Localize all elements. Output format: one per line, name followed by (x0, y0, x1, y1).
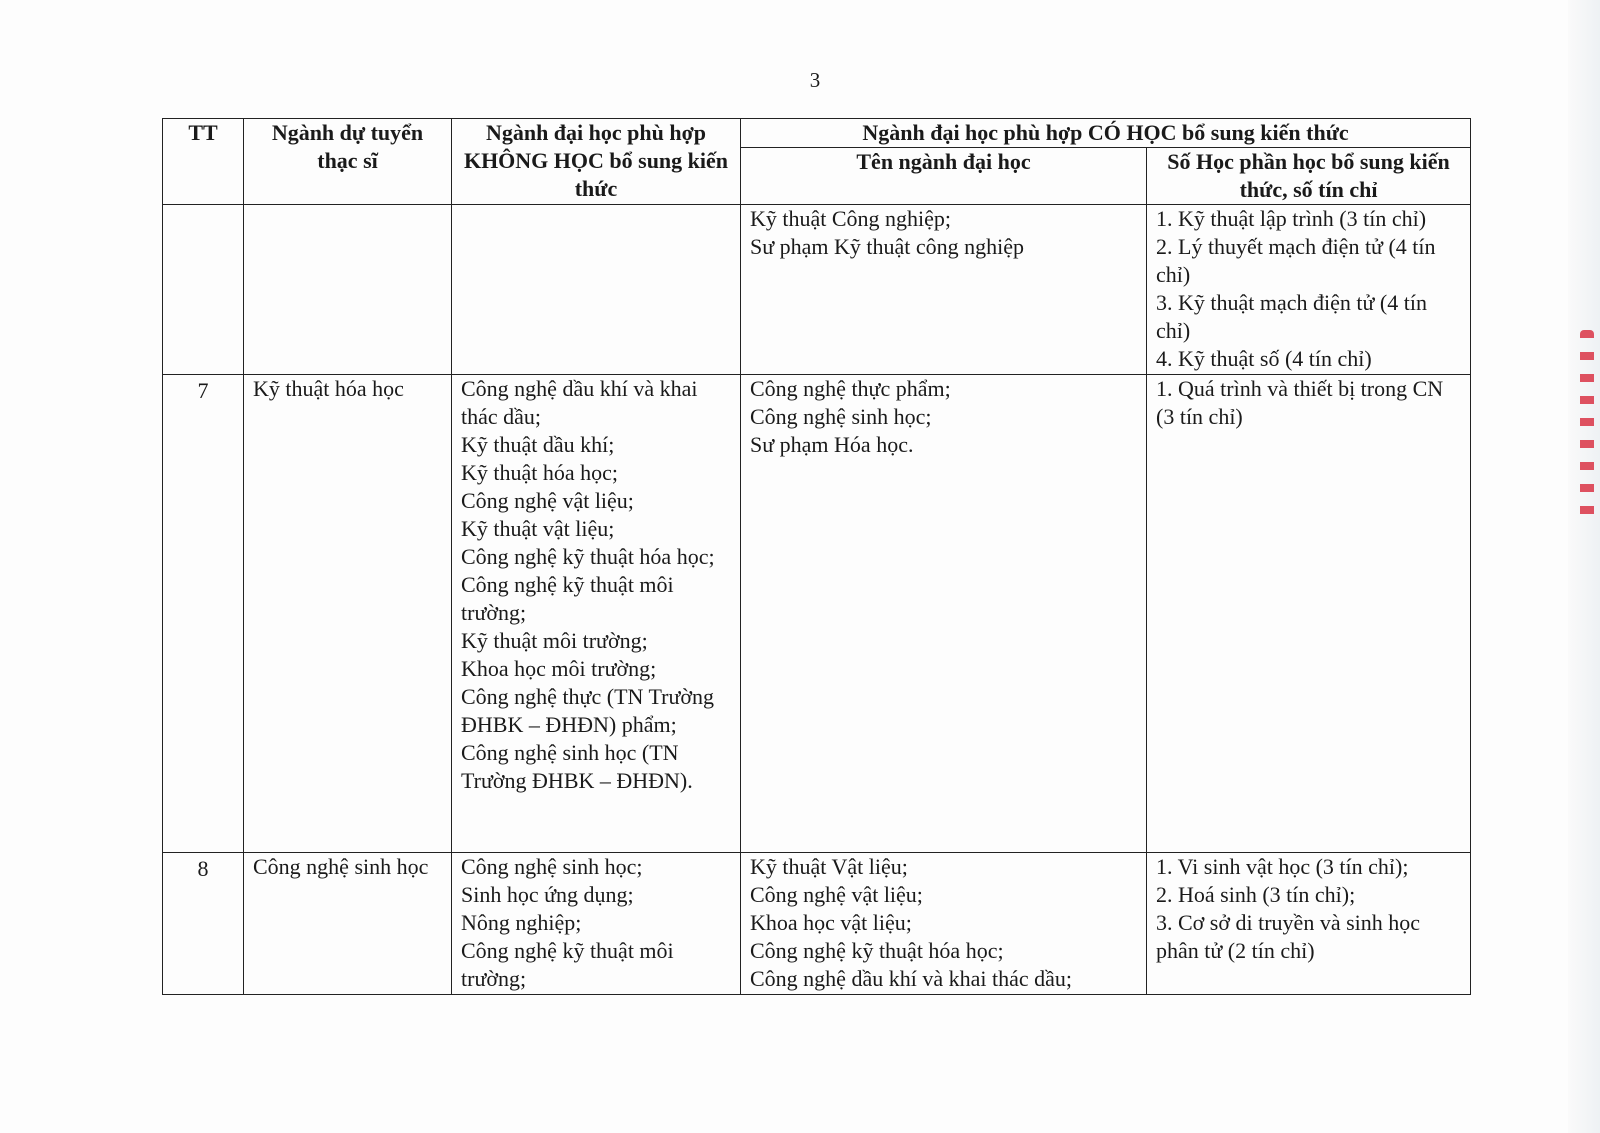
list-item: Công nghệ thực (TN Trường ĐHBK – ĐHĐN) phẩm; (461, 684, 715, 737)
list-item: 1. Vi sinh vật học (3 tín chỉ); (1156, 854, 1409, 879)
header-tt: TT (163, 119, 244, 205)
header-major: Ngành dự tuyển thạc sĩ (244, 119, 452, 205)
list-item: Nông nghiệp; (461, 910, 582, 935)
list-item: Công nghệ dầu khí và khai thác dầu; (750, 966, 1072, 991)
list-item: Công nghệ kỹ thuật môi trường; (461, 938, 674, 991)
header-supplement-courses: Số Học phần học bổ sung kiến thức, số tín chỉ (1147, 148, 1471, 205)
list-item: 4. Kỹ thuật số (4 tín chỉ) (1156, 346, 1372, 371)
header-no-supplement: Ngành đại học phù hợp KHÔNG HỌC bổ sung kiến thức (452, 119, 741, 205)
list-item: 1. Kỹ thuật lập trình (3 tín chỉ) (1156, 206, 1427, 231)
admissions-table (162, 118, 1471, 995)
cell-supplement-courses (1147, 853, 1471, 995)
cell-no-supplement (452, 853, 741, 995)
list-item: Sư phạm Hóa học. (750, 432, 914, 457)
cell-no-supplement (452, 205, 741, 375)
list-item: Kỹ thuật Công nghiệp; (750, 206, 952, 231)
list-item: Khoa học vật liệu; (750, 910, 912, 935)
cell-supplement-courses (1147, 375, 1471, 853)
list-item: Khoa học môi trường; (461, 656, 657, 681)
list-item: Công nghệ sinh học; (461, 854, 643, 879)
list-item: Sư phạm Kỹ thuật công nghiệp (750, 234, 1025, 259)
list-item: Công nghệ thực phẩm; (750, 376, 951, 401)
page-number: 3 (809, 68, 821, 92)
table-row (163, 375, 1471, 853)
list-item: Công nghệ sinh học; (750, 404, 932, 429)
list-item: Công nghệ kỹ thuật hóa học; (461, 544, 715, 569)
cell-supplement-names (741, 853, 1147, 995)
list-item: Kỹ thuật Vật liệu; (750, 854, 908, 879)
cell-major: Kỹ thuật hóa học (244, 375, 452, 853)
cell-major: Công nghệ sinh học (244, 853, 452, 995)
cell-supplement-names (741, 205, 1147, 375)
list-item: Công nghệ kỹ thuật hóa học; (750, 938, 1004, 963)
cell-supplement-names (741, 375, 1147, 853)
cell-major (244, 205, 452, 375)
table-row (163, 205, 1471, 375)
list-item: 3. Kỹ thuật mạch điện tử (4 tín chỉ) (1156, 290, 1427, 343)
header-with-supplement: Ngành đại học phù hợp CÓ HỌC bổ sung kiến thức (741, 119, 1471, 148)
list-item: Kỹ thuật vật liệu; (461, 516, 615, 541)
scan-edge (1568, 0, 1600, 1133)
list-item: Công nghệ kỹ thuật môi trường; (461, 572, 674, 625)
cell-supplement-courses (1147, 205, 1471, 375)
header-supplement-name: Tên ngành đại học (741, 148, 1147, 205)
list-item: 2. Lý thuyết mạch điện tử (4 tín chỉ) (1156, 234, 1436, 287)
list-item: Công nghệ dầu khí và khai thác dầu; (461, 376, 698, 429)
list-item: 2. Hoá sinh (3 tín chỉ); (1156, 882, 1356, 907)
list-item: Sinh học ứng dụng; (461, 882, 634, 907)
cell-tt: 8 (163, 853, 244, 995)
cell-no-supplement (452, 375, 741, 853)
list-item: Kỹ thuật hóa học; (461, 460, 619, 485)
list-item: Công nghệ vật liệu; (461, 488, 634, 513)
cell-tt (163, 205, 244, 375)
list-item: Công nghệ sinh học (TN Trường ĐHBK – ĐHĐN). (461, 740, 693, 793)
table-row (163, 853, 1471, 995)
red-stamp-fragment (1580, 330, 1594, 520)
cell-tt: 7 (163, 375, 244, 853)
list-item: Kỹ thuật môi trường; (461, 628, 648, 653)
list-item: 1. Quá trình và thiết bị trong CN (3 tín chỉ) (1156, 376, 1444, 429)
list-item: Công nghệ vật liệu; (750, 882, 923, 907)
list-item: 3. Cơ sở di truyền và sinh học phân tử (2 tín chỉ) (1156, 910, 1421, 963)
list-item: Kỹ thuật dầu khí; (461, 432, 615, 457)
